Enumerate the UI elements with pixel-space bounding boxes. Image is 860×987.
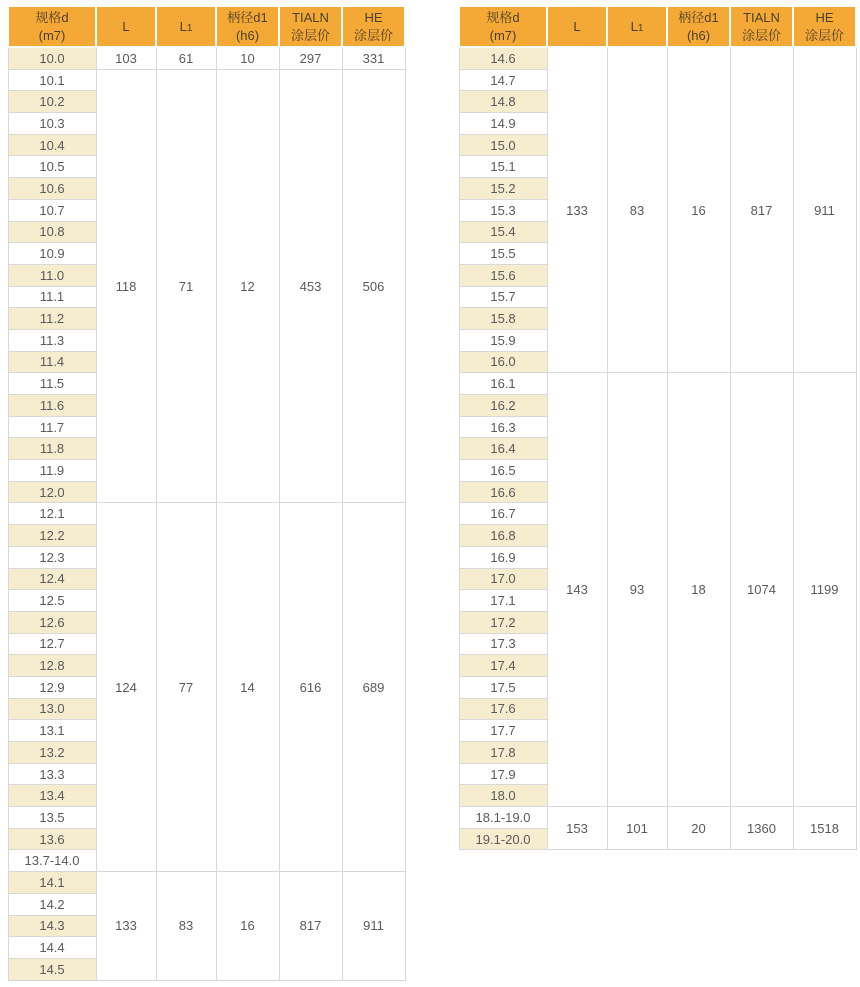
- L1-value-cell: 71: [156, 69, 216, 503]
- size-cell: 13.1: [8, 720, 96, 742]
- size-cell: 10.1: [8, 69, 96, 91]
- size-cell: 10.7: [8, 199, 96, 221]
- d1-value-cell: 16: [667, 47, 730, 373]
- header-line1: L: [630, 18, 638, 34]
- header-line2: 涂层价: [741, 27, 781, 43]
- header-line2: (h6): [235, 27, 260, 43]
- size-cell: 15.8: [459, 308, 547, 330]
- size-cell: 19.1-20.0: [459, 828, 547, 850]
- he-value-cell: 1518: [793, 807, 856, 850]
- size-cell: 15.7: [459, 286, 547, 308]
- size-cell: 17.0: [459, 568, 547, 590]
- header-line2: (h6): [686, 27, 711, 43]
- size-cell: 13.7-14.0: [8, 850, 96, 872]
- header-line2: 涂层价: [804, 27, 844, 43]
- size-cell: 11.8: [8, 438, 96, 460]
- size-cell: 10.3: [8, 113, 96, 135]
- size-cell: 18.0: [459, 785, 547, 807]
- L-value-cell: 143: [547, 373, 607, 807]
- table-row: [8, 503, 405, 525]
- header-he: [793, 6, 856, 47]
- header-d1: [667, 6, 730, 47]
- size-cell: 11.1: [8, 286, 96, 308]
- size-cell: 14.1: [8, 872, 96, 894]
- size-cell: 14.5: [8, 958, 96, 980]
- d1-value-cell: 18: [667, 373, 730, 807]
- header-he: [342, 6, 405, 47]
- header-L1: [607, 6, 667, 47]
- header-size: [8, 6, 96, 47]
- L1-value-cell: 83: [156, 872, 216, 980]
- size-cell: 11.7: [8, 416, 96, 438]
- header-subscript: 1: [637, 22, 644, 34]
- size-cell: 12.7: [8, 633, 96, 655]
- header-d1: [216, 6, 279, 47]
- d1-value-cell: 20: [667, 807, 730, 850]
- L-value-cell: 133: [96, 872, 156, 980]
- size-cell: 17.6: [459, 698, 547, 720]
- header-size: [459, 6, 547, 47]
- size-cell: 15.6: [459, 264, 547, 286]
- size-cell: 10.4: [8, 134, 96, 156]
- size-cell: 16.8: [459, 525, 547, 547]
- size-cell: 18.1-19.0: [459, 807, 547, 829]
- header-L: [547, 6, 607, 47]
- size-cell: 11.6: [8, 395, 96, 417]
- size-cell: 14.8: [459, 91, 547, 113]
- size-cell: 14.2: [8, 893, 96, 915]
- L1-value-cell: 93: [607, 373, 667, 807]
- L1-value-cell: 101: [607, 807, 667, 850]
- size-cell: 12.2: [8, 525, 96, 547]
- size-cell: 10.8: [8, 221, 96, 243]
- L-value-cell: 118: [96, 69, 156, 503]
- tialn-value-cell: 297: [279, 47, 342, 69]
- header-subscript: 1: [186, 22, 193, 34]
- size-cell: 17.9: [459, 763, 547, 785]
- L-value-cell: 124: [96, 503, 156, 872]
- size-cell: 13.0: [8, 698, 96, 720]
- size-cell: 10.0: [8, 47, 96, 69]
- size-cell: 11.4: [8, 351, 96, 373]
- size-cell: 13.4: [8, 785, 96, 807]
- he-value-cell: 1199: [793, 373, 856, 807]
- tialn-value-cell: 1360: [730, 807, 793, 850]
- size-cell: 15.3: [459, 199, 547, 221]
- tialn-value-cell: 817: [279, 872, 342, 980]
- header-line1: 柄径d1: [227, 9, 268, 25]
- d1-value-cell: 10: [216, 47, 279, 69]
- L1-value-cell: 77: [156, 503, 216, 872]
- header-tialn: [279, 6, 342, 47]
- L1-value-cell: 61: [156, 47, 216, 69]
- header-line2: (m7): [489, 27, 517, 43]
- size-cell: 17.4: [459, 655, 547, 677]
- header-line1: 柄径d1: [678, 9, 719, 25]
- size-cell: 13.2: [8, 742, 96, 764]
- size-cell: 14.6: [459, 47, 547, 69]
- size-cell: 16.9: [459, 546, 547, 568]
- size-cell: 10.5: [8, 156, 96, 178]
- table-row: [8, 69, 405, 91]
- size-cell: 17.2: [459, 611, 547, 633]
- size-cell: 11.9: [8, 460, 96, 482]
- L1-value-cell: 83: [607, 47, 667, 373]
- table-row: [8, 47, 405, 69]
- size-cell: 12.4: [8, 568, 96, 590]
- table-row: [459, 47, 856, 69]
- table-row: [459, 807, 856, 829]
- size-cell: 13.6: [8, 828, 96, 850]
- size-cell: 14.3: [8, 915, 96, 937]
- size-cell: 14.9: [459, 113, 547, 135]
- size-cell: 11.2: [8, 308, 96, 330]
- size-cell: 16.2: [459, 395, 547, 417]
- size-cell: 16.5: [459, 460, 547, 482]
- size-cell: 11.5: [8, 373, 96, 395]
- he-value-cell: 911: [793, 47, 856, 373]
- size-cell: 11.0: [8, 264, 96, 286]
- size-cell: 13.5: [8, 807, 96, 829]
- size-cell: 16.7: [459, 503, 547, 525]
- header-line1: 规格d: [486, 9, 520, 25]
- size-cell: 12.3: [8, 546, 96, 568]
- size-cell: 16.4: [459, 438, 547, 460]
- header-line1: L: [122, 18, 130, 34]
- size-cell: 12.9: [8, 676, 96, 698]
- size-cell: 10.9: [8, 243, 96, 265]
- he-value-cell: 506: [342, 69, 405, 503]
- header-line2: 涂层价: [353, 27, 393, 43]
- tialn-value-cell: 817: [730, 47, 793, 373]
- header-line2: 涂层价: [290, 27, 330, 43]
- header-row: [459, 6, 856, 47]
- size-cell: 12.1: [8, 503, 96, 525]
- d1-value-cell: 16: [216, 872, 279, 980]
- L-value-cell: 103: [96, 47, 156, 69]
- size-cell: 13.3: [8, 763, 96, 785]
- size-cell: 10.6: [8, 178, 96, 200]
- header-line1: TIALN: [743, 9, 780, 25]
- he-value-cell: 331: [342, 47, 405, 69]
- size-cell: 14.7: [459, 69, 547, 91]
- size-cell: 17.7: [459, 720, 547, 742]
- header-line1: L: [179, 18, 187, 34]
- size-cell: 17.1: [459, 590, 547, 612]
- d1-value-cell: 12: [216, 69, 279, 503]
- L-value-cell: 133: [547, 47, 607, 373]
- tialn-value-cell: 616: [279, 503, 342, 872]
- size-cell: 12.8: [8, 655, 96, 677]
- size-cell: 10.2: [8, 91, 96, 113]
- header-line1: HE: [815, 9, 834, 25]
- size-cell: 11.3: [8, 329, 96, 351]
- size-cell: 16.3: [459, 416, 547, 438]
- price-table-left: [7, 5, 406, 981]
- size-cell: 15.1: [459, 156, 547, 178]
- header-line1: TIALN: [292, 9, 329, 25]
- size-cell: 15.0: [459, 134, 547, 156]
- size-cell: 14.4: [8, 937, 96, 959]
- tialn-value-cell: 1074: [730, 373, 793, 807]
- size-cell: 12.0: [8, 481, 96, 503]
- size-cell: 17.8: [459, 742, 547, 764]
- size-cell: 15.4: [459, 221, 547, 243]
- table-row: [459, 373, 856, 395]
- header-L1: [156, 6, 216, 47]
- he-value-cell: 689: [342, 503, 405, 872]
- header-L: [96, 6, 156, 47]
- size-cell: 17.3: [459, 633, 547, 655]
- header-tialn: [730, 6, 793, 47]
- size-cell: 17.5: [459, 676, 547, 698]
- size-cell: 16.1: [459, 373, 547, 395]
- size-cell: 15.9: [459, 329, 547, 351]
- header-line1: L: [573, 18, 581, 34]
- header-line2: (m7): [38, 27, 66, 43]
- he-value-cell: 911: [342, 872, 405, 980]
- size-cell: 12.6: [8, 611, 96, 633]
- price-table-right: [458, 5, 857, 850]
- table-row: [8, 872, 405, 894]
- header-row: [8, 6, 405, 47]
- size-cell: 16.0: [459, 351, 547, 373]
- L-value-cell: 153: [547, 807, 607, 850]
- header-line1: HE: [364, 9, 383, 25]
- d1-value-cell: 14: [216, 503, 279, 872]
- size-cell: 12.5: [8, 590, 96, 612]
- header-line1: 规格d: [35, 9, 69, 25]
- size-cell: 15.2: [459, 178, 547, 200]
- size-cell: 15.5: [459, 243, 547, 265]
- size-cell: 16.6: [459, 481, 547, 503]
- tialn-value-cell: 453: [279, 69, 342, 503]
